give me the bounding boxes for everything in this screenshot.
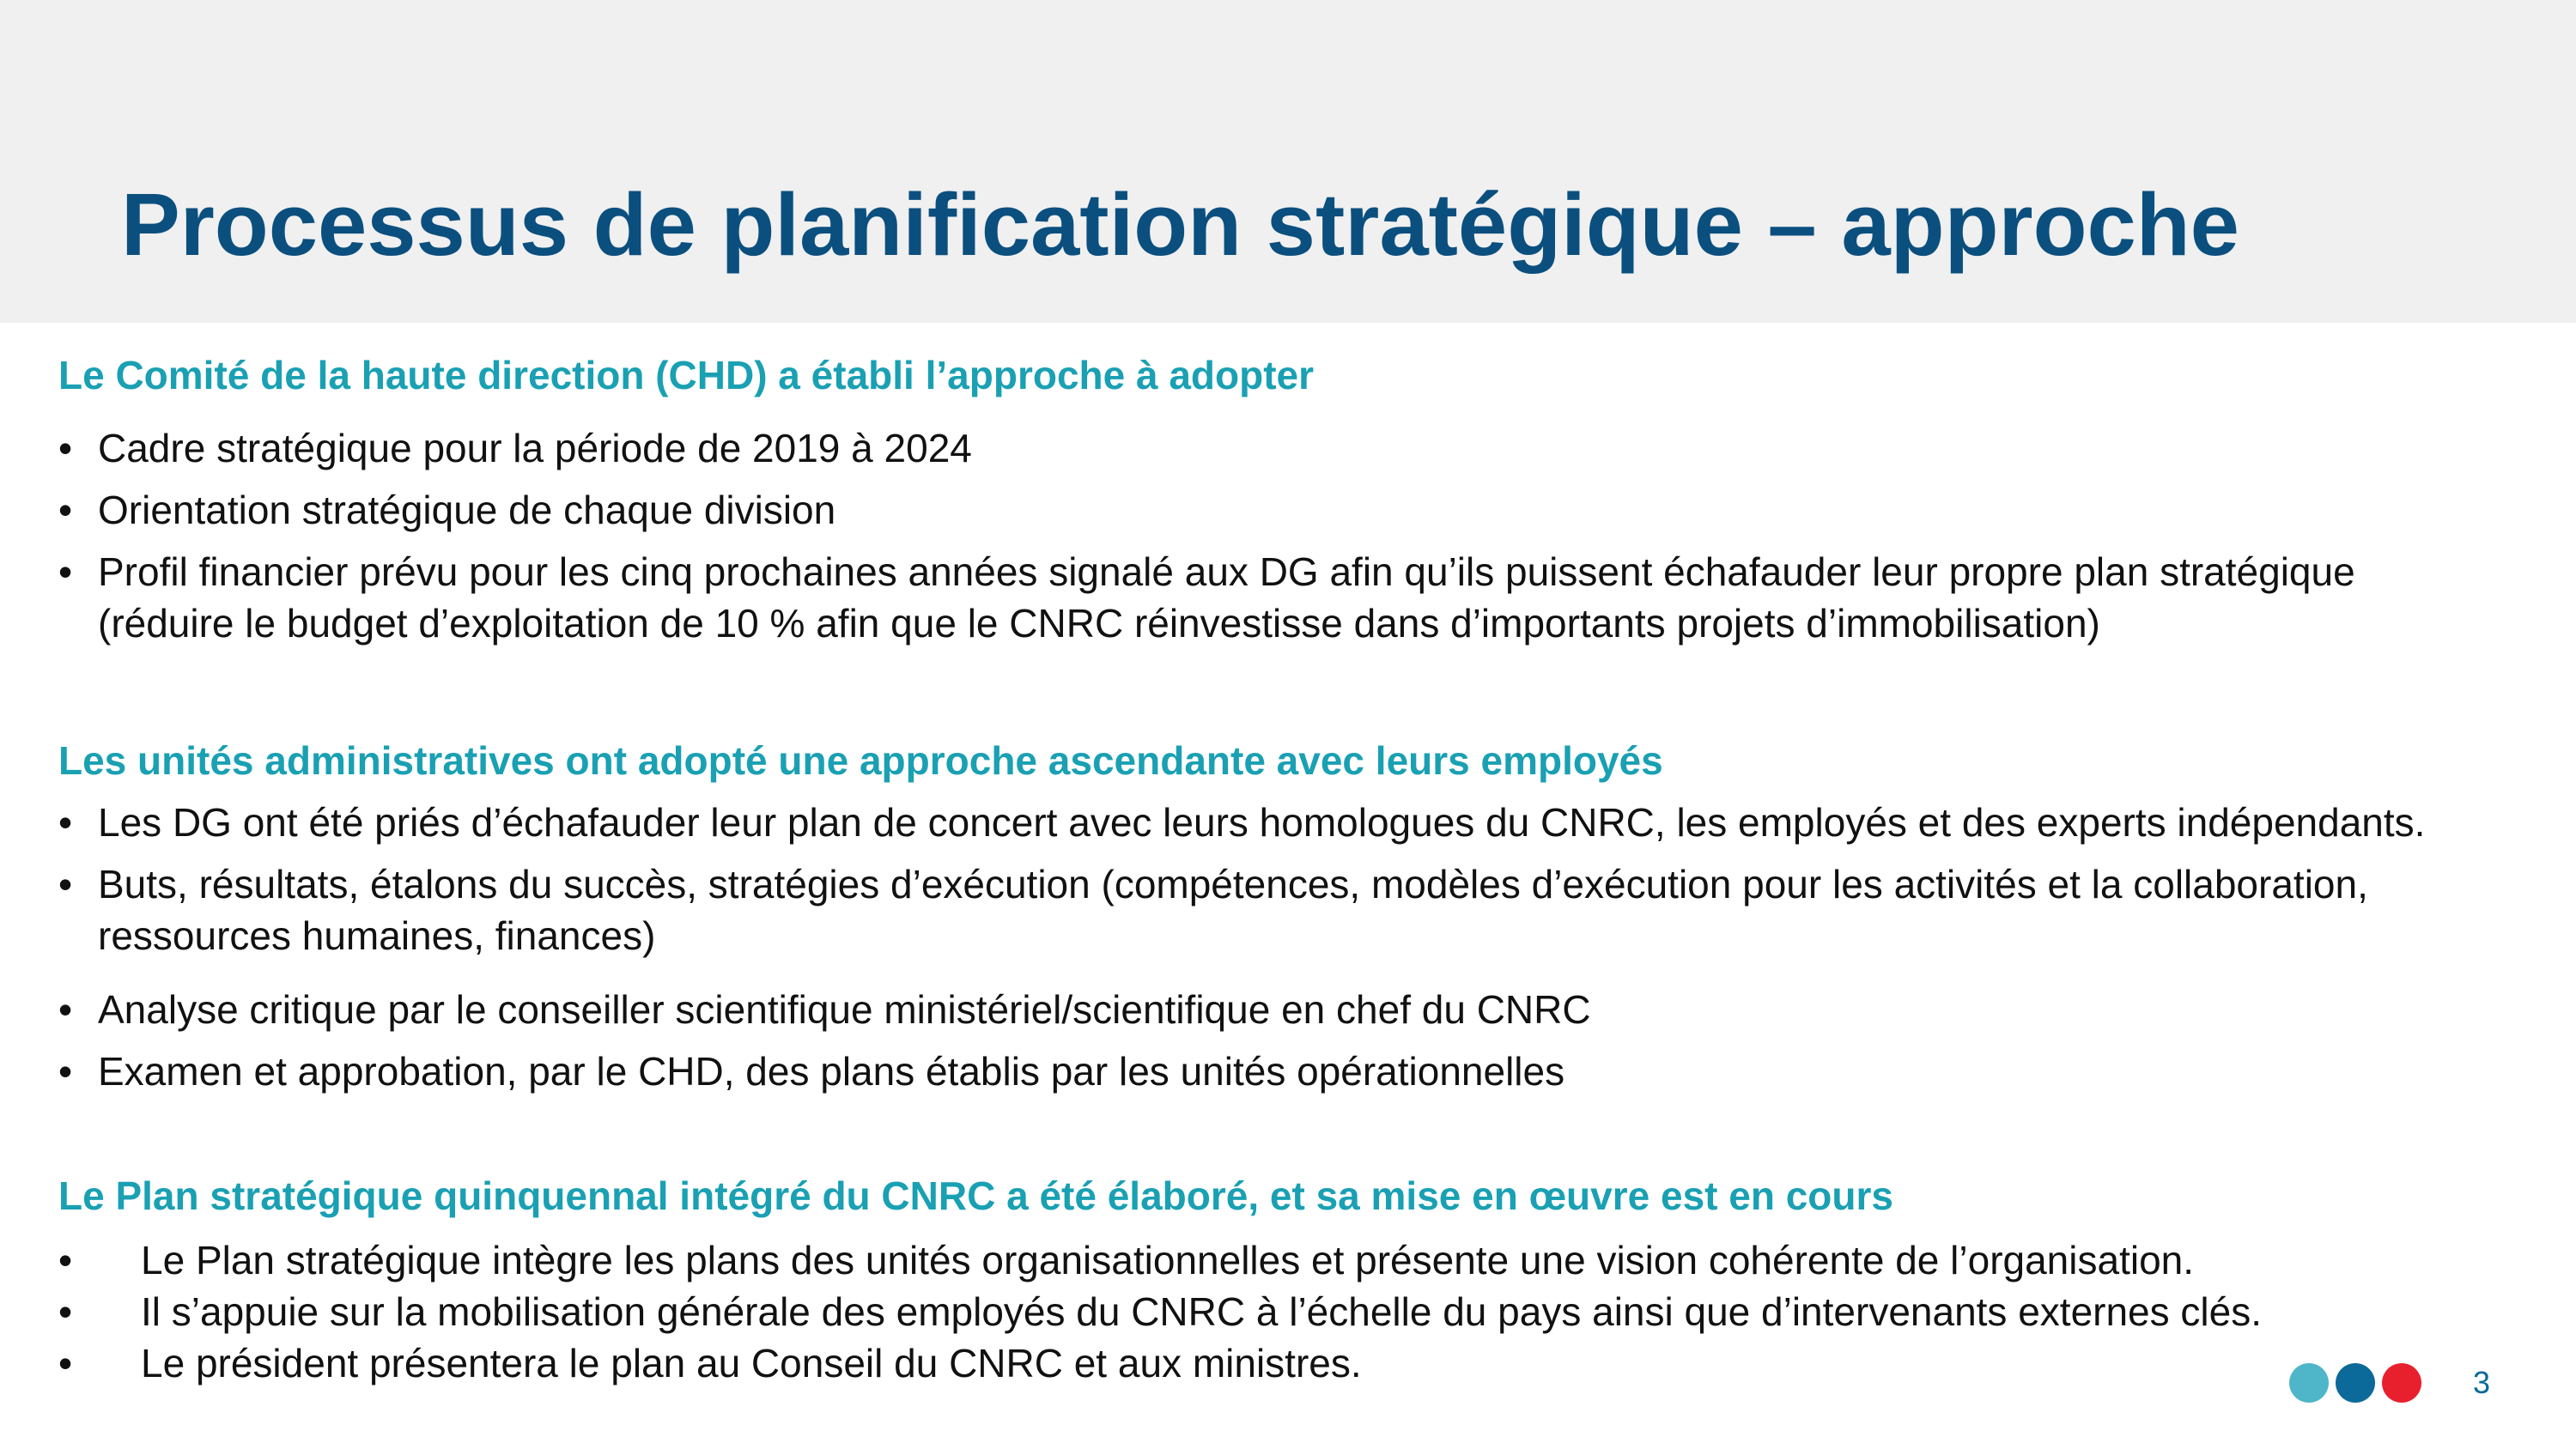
list-item <box>58 1046 2463 1097</box>
list-item <box>58 858 2463 961</box>
header-band <box>0 0 2576 323</box>
list-item <box>58 984 2463 1035</box>
list-item-text: Cadre stratégique pour la période de 2019 à 2024 <box>98 426 972 470</box>
red-dot-icon <box>2382 1363 2421 1403</box>
list-item <box>58 422 2463 474</box>
list-item-text: Profil financier prévu pour les cinq prochaines années signalé aux DG afin qu’ils puissent échafauder leur propre plan stratégique (réduire le budget d’exploitation de 10 % afin que le CNRC réinvestisse dans d’importants projets d’immobilisation) <box>98 549 2355 646</box>
list-item-text: Les DG ont été priés d’échafauder leur plan de concert avec leurs homologues du CNRC, les employés et des experts indépendants. <box>98 800 2426 845</box>
list-item <box>58 484 2463 536</box>
dark-blue-dot-icon <box>2336 1363 2375 1403</box>
section-heading-business-units: Les unités administratives ont adopté une approche ascendante avec leurs employés <box>58 738 1663 783</box>
brand-dots <box>2289 1363 2421 1403</box>
list-item <box>58 546 2463 649</box>
bullet-icon: • <box>58 862 73 906</box>
page-number: 3 <box>2473 1365 2491 1400</box>
list-item <box>58 797 2463 848</box>
bullet-icon: • <box>58 1341 73 1385</box>
bullet-list-integrated-plan <box>58 1234 2463 1389</box>
list-item-text: Buts, résultats, étalons du succès, stratégies d’exécution (compétences, modèles d’exécution pour les activités et la collaboration, ressources humaines, finances) <box>98 862 2368 958</box>
section-heading-chd: Le Comité de la haute direction (CHD) a établi l’approche à adopter <box>58 353 1315 397</box>
bullet-icon: • <box>58 488 73 532</box>
bullet-list-business-units <box>58 797 2463 1097</box>
list-item <box>58 1337 2463 1389</box>
bullet-list-chd <box>58 422 2463 649</box>
list-item <box>58 1234 2463 1286</box>
list-item-text: Le Plan stratégique intègre les plans des unités organisationnelles et présente une vision cohérente de l’organisation. <box>141 1238 2195 1282</box>
bullet-icon: • <box>58 800 73 845</box>
section-heading-integrated-plan: Le Plan stratégique quinquennal intégré du CNRC a été élaboré, et sa mise en œuvre est en cours <box>58 1173 1893 1218</box>
list-item <box>58 1286 2463 1337</box>
list-item-text: Orientation stratégique de chaque division <box>98 488 836 532</box>
bullet-icon: • <box>58 1238 73 1282</box>
slide-title: Processus de planification stratégique – approche <box>121 175 2239 274</box>
bullet-icon: • <box>58 1289 73 1334</box>
list-item-text: Le président présentera le plan au Conseil du CNRC et aux ministres. <box>141 1341 1362 1385</box>
bullet-icon: • <box>58 426 73 470</box>
bullet-icon: • <box>58 549 73 594</box>
list-item-text: Il s’appuie sur la mobilisation générale des employés du CNRC à l’échelle du pays ainsi que d’intervenants externes clés. <box>141 1289 2263 1334</box>
bullet-icon: • <box>58 987 73 1032</box>
light-teal-dot-icon <box>2289 1363 2329 1403</box>
list-item-text: Analyse critique par le conseiller scientifique ministériel/scientifique en chef du CNRC <box>98 987 1591 1032</box>
list-item-text: Examen et approbation, par le CHD, des plans établis par les unités opérationnelles <box>98 1049 1565 1094</box>
bullet-icon: • <box>58 1049 73 1094</box>
